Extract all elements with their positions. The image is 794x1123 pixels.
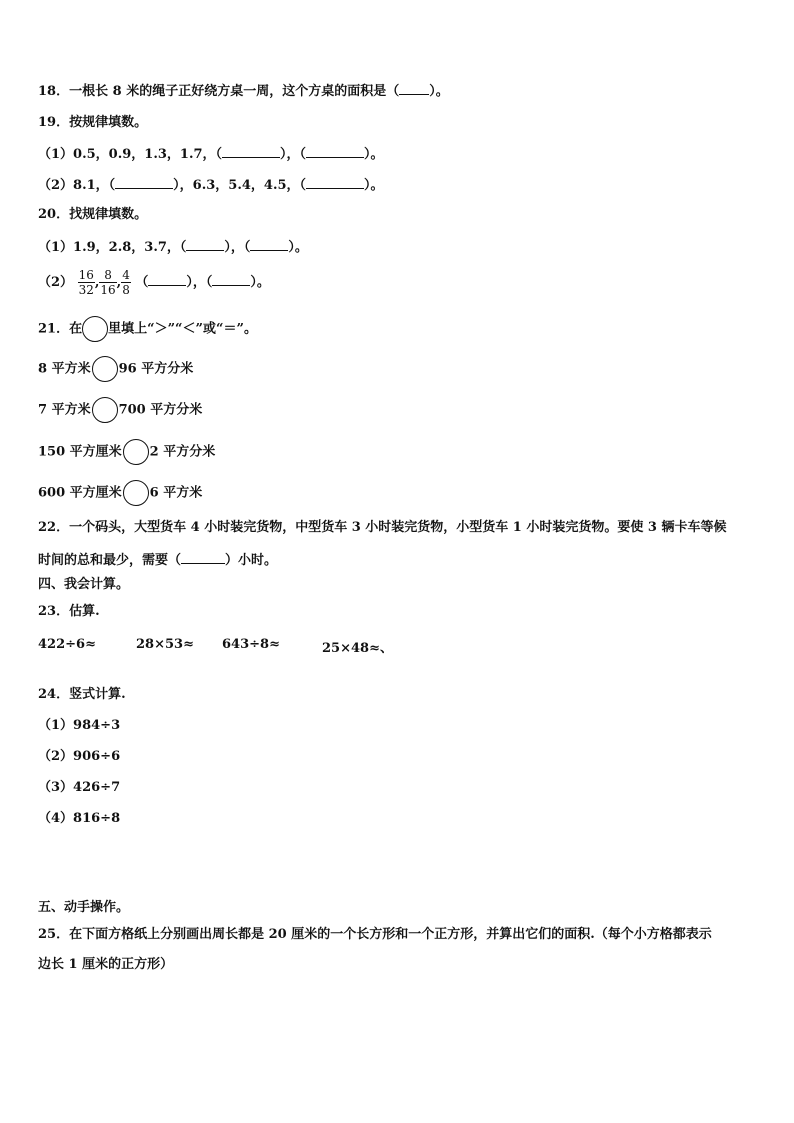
compare-4-circle[interactable] xyxy=(123,480,149,506)
q18-text-pre: 18．一根长 8 米的绳子正好绕方桌一周，这个方桌的面积是（ xyxy=(38,84,400,99)
question-19-part-2 xyxy=(38,175,384,195)
question-24-title: 24．竖式计算. xyxy=(38,687,126,702)
q21-pre: 21．在 xyxy=(38,321,83,337)
q19-p1-pre: （1）0.5，0.9，1.3，1.7，（ xyxy=(38,147,223,162)
vertical-calc-4: （4）816÷8 xyxy=(38,811,121,826)
fraction-2 xyxy=(99,268,116,297)
q20-p1-mid: ），（ xyxy=(224,240,251,255)
question-20-part-2 xyxy=(38,266,270,300)
fraction-sep-2: , xyxy=(116,275,122,290)
q19-p1-post: ）。 xyxy=(364,147,384,162)
question-23-title: 23．估算. xyxy=(38,604,100,619)
fraction-2-denominator: 16 xyxy=(100,283,116,297)
question-18 xyxy=(38,81,449,101)
q19-p1-mid: ），（ xyxy=(280,147,307,162)
estimate-item-1: 422÷6≈ xyxy=(38,637,96,652)
q20-p2-open: （ xyxy=(135,275,149,290)
estimate-item-2: 28×53≈ xyxy=(136,637,194,652)
compare-1-left: 8 平方米 xyxy=(38,361,91,377)
fraction-1-denominator: 32 xyxy=(78,283,94,297)
vertical-calc-1: （1）984÷3 xyxy=(38,718,121,733)
compare-2-left: 7 平方米 xyxy=(38,402,91,418)
fraction-3 xyxy=(121,268,131,297)
compare-3-circle[interactable] xyxy=(123,439,149,465)
section-5-heading: 五、动手操作。 xyxy=(38,900,130,915)
q22-line2-pre: 时间的总和最少，需要（ xyxy=(38,553,182,568)
q19-p2-mid: ），6.3，5.4，4.5，（ xyxy=(173,178,307,193)
compare-row-1 xyxy=(38,356,193,382)
fraction-2-numerator: 8 xyxy=(99,268,116,283)
q19-p2-blank-2[interactable] xyxy=(306,175,364,189)
estimate-item-4: 25×48≈、 xyxy=(322,641,393,656)
q18-answer-blank[interactable] xyxy=(399,81,429,95)
q19-p2-blank-1[interactable] xyxy=(115,175,173,189)
q19-p2-post: ）。 xyxy=(364,178,384,193)
question-22-line-2 xyxy=(38,550,277,570)
q19-p1-blank-1[interactable] xyxy=(222,144,280,158)
question-25-line-2: 边长 1 厘米的正方形） xyxy=(38,957,174,972)
fraction-sep-1: , xyxy=(94,275,100,290)
q20-p1-blank-2[interactable] xyxy=(250,237,288,251)
q20-p2-post: ）。 xyxy=(250,275,270,290)
compare-2-circle[interactable] xyxy=(92,397,118,423)
compare-4-right: 6 平方米 xyxy=(149,485,203,501)
section-4-heading: 四、我会计算。 xyxy=(38,577,130,592)
fraction-3-denominator: 8 xyxy=(122,283,130,297)
question-21-title xyxy=(38,316,257,342)
q20-p2-pre: （2） xyxy=(38,275,74,290)
q22-line2-post: ）小时。 xyxy=(225,553,278,568)
q20-p1-blank-1[interactable] xyxy=(186,237,224,251)
q20-p1-pre: （1）1.9，2.8，3.7，（ xyxy=(38,240,187,255)
fraction-3-numerator: 4 xyxy=(122,268,130,282)
question-19-part-1 xyxy=(38,144,384,164)
q20-p1-post: ）。 xyxy=(288,240,308,255)
vertical-calc-3: （3）426÷7 xyxy=(38,780,121,795)
q21-example-circle xyxy=(82,316,108,342)
compare-row-3 xyxy=(38,439,215,465)
question-22-line-1: 22．一个码头，大型货车 4 小时装完货物，中型货车 3 小时装完货物，小型货车 1 小时装完货物。要使 3 辆卡车等候 xyxy=(38,520,727,535)
q20-p2-blank-2[interactable] xyxy=(212,272,250,286)
q20-p2-blank-1[interactable] xyxy=(148,272,186,286)
q18-text-post: ）。 xyxy=(429,84,449,99)
question-19-title: 19．按规律填数。 xyxy=(38,115,148,130)
q19-p1-blank-2[interactable] xyxy=(306,144,364,158)
fraction-1-numerator: 16 xyxy=(78,268,94,282)
compare-1-circle[interactable] xyxy=(92,356,118,382)
compare-3-left: 150 平方厘米 xyxy=(38,444,122,460)
q22-answer-blank[interactable] xyxy=(181,550,225,564)
q19-p2-pre: （2）8.1，（ xyxy=(38,178,116,193)
compare-3-right: 2 平方分米 xyxy=(149,444,216,460)
compare-2-right: 700 平方分米 xyxy=(118,402,203,418)
compare-1-right: 96 平方分米 xyxy=(118,361,194,377)
q20-p2-mid: ），（ xyxy=(186,275,213,290)
fraction-1 xyxy=(78,268,95,297)
q21-post: 里填上“＞”“＜”或“＝”。 xyxy=(108,321,257,337)
question-20-part-1 xyxy=(38,237,308,257)
compare-row-4 xyxy=(38,480,202,506)
question-20-title: 20．找规律填数。 xyxy=(38,207,148,222)
question-25-line-1: 25．在下面方格纸上分别画出周长都是 20 厘米的一个长方形和一个正方形，并算出它们的面积.（每个小方格都表示 xyxy=(38,927,712,942)
compare-4-left: 600 平方厘米 xyxy=(38,485,122,501)
vertical-calc-2: （2）906÷6 xyxy=(38,749,121,764)
compare-row-2 xyxy=(38,397,202,423)
estimate-item-3: 643÷8≈ xyxy=(222,637,280,652)
